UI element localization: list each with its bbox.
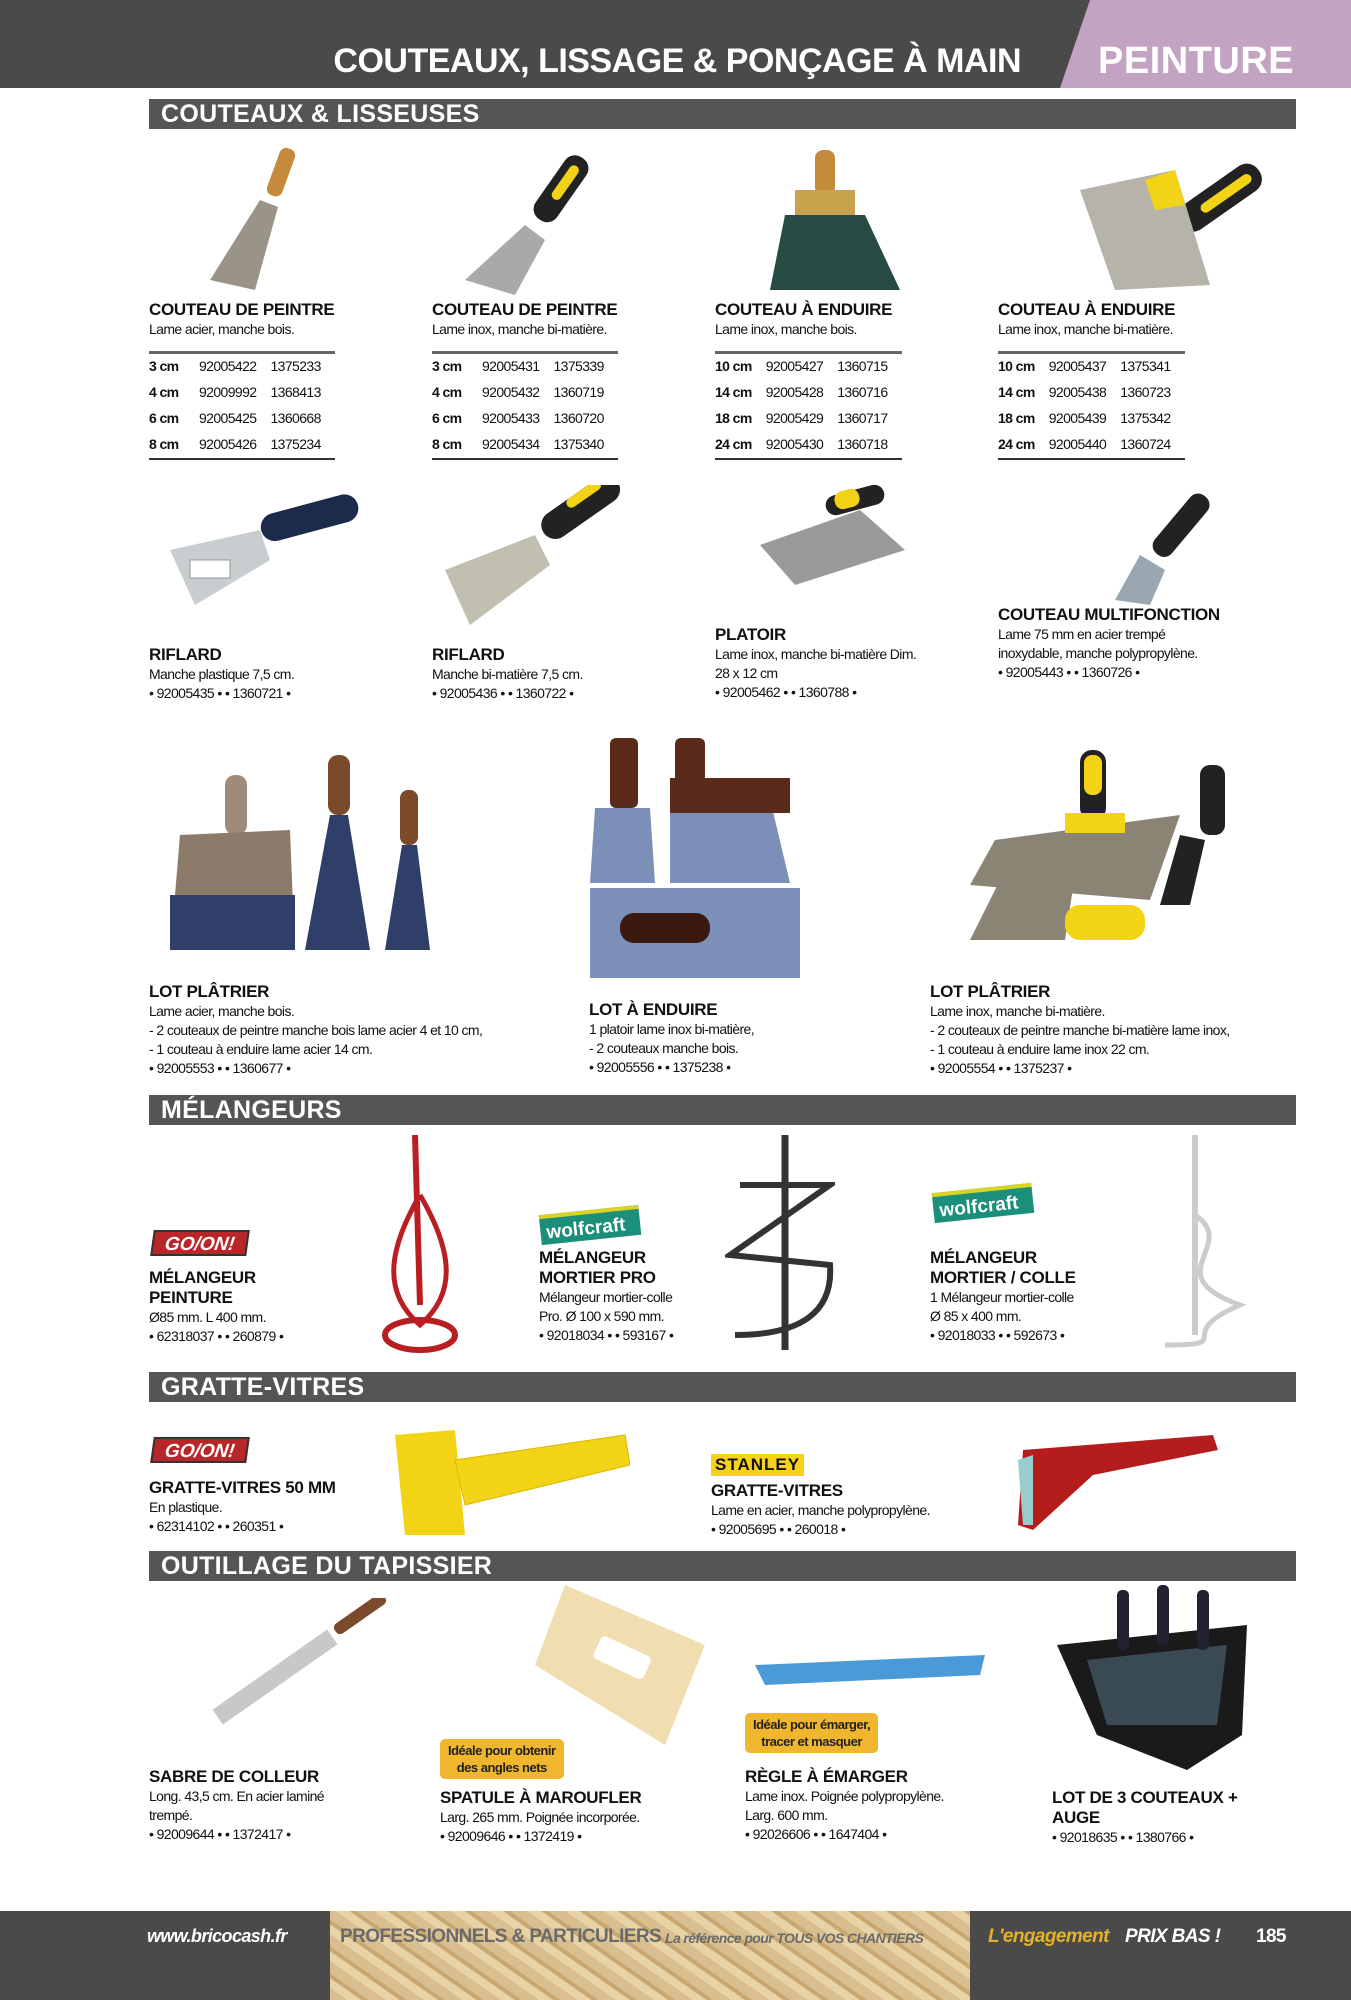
product-melangeur-mortier-colle xyxy=(930,1248,1110,1345)
product-codes: • 92018034 • • 593167 • xyxy=(539,1327,674,1343)
product-codes: • 62318037 • • 260879 • xyxy=(149,1328,284,1344)
table-cell: 14 cm xyxy=(715,384,752,400)
section-tapissier: OUTILLAGE DU TAPISSIER xyxy=(149,1551,1296,1581)
product-gratte-vitres-stanley xyxy=(711,1481,930,1539)
product-title: LOT DE 3 COUTEAUX + AUGE xyxy=(1052,1788,1238,1827)
table-cell: 8 cm xyxy=(149,436,179,452)
product-description: trempé. xyxy=(149,1807,193,1823)
table-cell: 92005434 xyxy=(482,436,540,452)
product-couteau-peintre-acier xyxy=(149,300,335,460)
product-codes: • 92005462 • • 1360788 • xyxy=(715,684,857,700)
product-title: COUTEAU MULTIFONCTION xyxy=(998,605,1220,624)
badge-line: Idéale pour obtenir xyxy=(448,1743,556,1758)
riflard-plastic-image xyxy=(165,490,365,610)
product-title: RIFLARD xyxy=(432,645,505,664)
table-row xyxy=(149,406,335,432)
table-cell: 1360724 xyxy=(1120,436,1171,452)
emarger-ruler-image xyxy=(755,1650,985,1690)
table-cell: 92005430 xyxy=(765,436,824,452)
table-cell: 92005439 xyxy=(1048,410,1107,426)
badge-line: tracer et masquer xyxy=(761,1734,862,1749)
table-cell: 4 cm xyxy=(432,384,462,400)
table-cell: 1375342 xyxy=(1120,410,1171,426)
paint-mixer-image xyxy=(375,1135,465,1355)
product-title: MÉLANGEUR MORTIER PRO xyxy=(539,1248,656,1287)
product-gratte-vitres-50 xyxy=(149,1478,336,1536)
product-codes: • 92005435 • • 1360721 • xyxy=(149,685,291,701)
table-cell: 1360719 xyxy=(553,384,604,400)
table-cell: 92005429 xyxy=(765,410,824,426)
table-row xyxy=(998,406,1185,432)
footer-url[interactable]: www.bricocash.fr xyxy=(147,1926,287,1946)
product-description: - 2 couteaux de peintre manche bois lame acier 4 et 10 cm, xyxy=(149,1022,483,1038)
product-lot-3-couteaux-auge xyxy=(1052,1788,1282,1847)
knives-and-trough-image xyxy=(1057,1585,1257,1775)
table-cell: 1360715 xyxy=(837,358,888,374)
table-row xyxy=(432,432,618,459)
product-description: Manche bi-matière 7,5 cm. xyxy=(432,666,583,682)
product-regle-emarger xyxy=(745,1767,944,1844)
product-description: - 1 couteau à enduire lame acier 14 cm. xyxy=(149,1041,373,1057)
page-number: 185 xyxy=(1256,1926,1286,1947)
section-gratte-vitres: GRATTE-VITRES xyxy=(149,1372,1296,1402)
product-description: - 2 couteaux de peintre manche bi-matière lame inox, xyxy=(930,1022,1230,1038)
table-row xyxy=(715,432,902,459)
reference-table xyxy=(149,351,335,460)
table-cell: 92005432 xyxy=(482,384,540,400)
table-cell: 92005422 xyxy=(199,358,257,374)
product-codes: • 92005556 • • 1375238 • xyxy=(589,1059,731,1075)
mortar-mixer-glue-image xyxy=(1150,1135,1250,1355)
product-title: GRATTE-VITRES 50 MM xyxy=(149,1478,336,1497)
goon-logo: GO/ON! xyxy=(150,1230,250,1256)
product-description: Lame inox. Poignée polypropylène. xyxy=(745,1788,944,1804)
product-description: Mélangeur mortier-colle xyxy=(539,1289,673,1305)
product-codes: • 92005436 • • 1360722 • xyxy=(432,685,574,701)
product-description: Lame en acier, manche polypropylène. xyxy=(711,1502,930,1518)
table-cell: 1368413 xyxy=(270,384,321,400)
table-row xyxy=(149,432,335,459)
lot-enduire-image xyxy=(590,733,820,983)
painter-knife-bimaterial-image xyxy=(460,145,610,295)
product-description: Larg. 600 mm. xyxy=(745,1807,828,1823)
multifunction-knife-image xyxy=(1110,485,1240,615)
product-description: Long. 43,5 cm. En acier laminé xyxy=(149,1788,324,1804)
product-title: LOT À ENDUIRE xyxy=(589,1000,718,1019)
product-codes: • 92005695 • • 260018 • xyxy=(711,1521,846,1537)
table-row xyxy=(432,406,618,432)
product-codes: • 92018635 • • 1380766 • xyxy=(1052,1829,1194,1845)
table-row xyxy=(715,380,902,406)
mortar-mixer-pro-image xyxy=(725,1135,835,1355)
product-spatule-maroufler xyxy=(440,1788,641,1846)
product-title: GRATTE-VITRES xyxy=(711,1481,843,1500)
product-codes: • 92018033 • • 592673 • xyxy=(930,1327,1065,1343)
table-cell: 1360717 xyxy=(837,410,888,426)
section-melangeurs: MÉLANGEURS xyxy=(149,1095,1296,1125)
product-description: Lame inox, manche bi-matière. xyxy=(930,1003,1105,1019)
product-description: Larg. 265 mm. Poignée incorporée. xyxy=(440,1809,640,1825)
table-cell: 18 cm xyxy=(715,410,752,426)
product-couteau-enduire-bimatiere xyxy=(998,300,1185,460)
table-cell: 1360723 xyxy=(1120,384,1171,400)
table-cell: 8 cm xyxy=(432,436,462,452)
table-cell: 18 cm xyxy=(998,410,1035,426)
product-codes: • 92005443 • • 1360726 • xyxy=(998,664,1140,680)
table-cell: 92005438 xyxy=(1048,384,1107,400)
table-cell: 6 cm xyxy=(432,410,462,426)
table-cell: 92005425 xyxy=(199,410,257,426)
table-cell: 24 cm xyxy=(998,436,1035,452)
category-label: PEINTURE xyxy=(1098,40,1295,82)
product-lot-platrier-inox xyxy=(930,982,1230,1078)
table-cell: 24 cm xyxy=(715,436,752,452)
product-description: 28 x 12 cm xyxy=(715,665,778,681)
stanley-logo: STANLEY xyxy=(711,1454,804,1476)
product-codes: • 92026606 • • 1647404 • xyxy=(745,1826,887,1842)
product-description: En plastique. xyxy=(149,1499,223,1515)
goon-logo: GO/ON! xyxy=(150,1437,250,1463)
table-row xyxy=(432,380,618,406)
product-codes: • 92009646 • • 1372419 • xyxy=(440,1828,582,1844)
filling-knife-wood-image xyxy=(765,145,905,295)
badge-line: Idéale pour émarger, xyxy=(753,1717,871,1732)
product-title: LOT PLÂTRIER xyxy=(930,982,1051,1001)
lot-platrier-bimaterial-image xyxy=(965,745,1240,960)
stanley-window-scraper-image xyxy=(1013,1430,1223,1535)
product-melangeur-peinture xyxy=(149,1268,299,1346)
product-title: COUTEAU À ENDUIRE xyxy=(998,300,1176,319)
riflard-bimaterial-image xyxy=(440,485,625,630)
product-riflard-plastique xyxy=(149,645,294,703)
table-row xyxy=(149,380,335,406)
product-title: RÈGLE À ÉMARGER xyxy=(745,1767,908,1786)
product-codes: • 92009644 • • 1372417 • xyxy=(149,1826,291,1842)
product-title: MÉLANGEUR PEINTURE xyxy=(149,1268,256,1307)
table-row xyxy=(715,353,902,381)
product-title: COUTEAU DE PEINTRE xyxy=(149,300,335,319)
product-description: Lame inox, manche bi-matière. xyxy=(432,321,607,337)
table-row xyxy=(149,353,335,381)
product-title: LOT PLÂTRIER xyxy=(149,982,270,1001)
table-cell: 4 cm xyxy=(149,384,179,400)
footer-slogan: PROFESSIONNELS & PARTICULIERS xyxy=(340,1926,662,1947)
reference-table xyxy=(715,351,902,460)
feature-badge xyxy=(745,1713,878,1753)
product-codes: • 92005553 • • 1360677 • xyxy=(149,1060,291,1076)
badge-line: des angles nets xyxy=(456,1760,547,1775)
product-description: Manche plastique 7,5 cm. xyxy=(149,666,295,682)
product-couteau-peintre-inox xyxy=(432,300,618,460)
product-platoir xyxy=(715,625,916,702)
product-description: 1 Mélangeur mortier-colle xyxy=(930,1289,1074,1305)
table-cell: 92005428 xyxy=(765,384,824,400)
product-couteau-multifonction xyxy=(998,605,1228,682)
product-description: Lame 75 mm en acier trempé xyxy=(998,626,1166,642)
feature-badge xyxy=(440,1739,564,1779)
marouflage-spatula-image xyxy=(535,1585,705,1745)
table-cell: 92005427 xyxy=(765,358,824,374)
page-title: COUTEAUX, LISSAGE & PONÇAGE À MAIN xyxy=(333,42,1021,80)
lot-platrier-wood-image xyxy=(165,735,440,950)
wolfcraft-logo: wolfcraft xyxy=(539,1205,642,1245)
product-title: MÉLANGEUR MORTIER / COLLE xyxy=(930,1248,1076,1287)
table-cell: 92005433 xyxy=(482,410,540,426)
table-cell: 92005426 xyxy=(199,436,257,452)
reference-table xyxy=(998,351,1185,460)
footer-wood-banner xyxy=(330,1911,970,2000)
product-couteau-enduire-bois xyxy=(715,300,902,460)
table-row xyxy=(998,353,1185,381)
product-lot-platrier-bois xyxy=(149,982,482,1078)
product-sabre-colleur xyxy=(149,1767,379,1844)
table-cell: 6 cm xyxy=(149,410,179,426)
table-cell: 1375233 xyxy=(270,358,321,374)
table-cell: 92005437 xyxy=(1048,358,1107,374)
footer-engagement: L'engagement xyxy=(988,1926,1109,1947)
product-lot-enduire xyxy=(589,1000,754,1077)
product-description: Ø 85 x 400 mm. xyxy=(930,1308,1022,1324)
product-codes: • 92005554 • • 1375237 • xyxy=(930,1060,1072,1076)
plastic-window-scraper-image xyxy=(395,1425,630,1540)
table-cell: 92005431 xyxy=(482,358,540,374)
product-description: inoxydable, manche polypropylène. xyxy=(998,645,1198,661)
table-cell: 10 cm xyxy=(998,358,1035,374)
footer-prix-bas: PRIX BAS ! xyxy=(1125,1926,1221,1947)
product-description: Ø85 mm. L 400 mm. xyxy=(149,1309,266,1325)
platoir-image xyxy=(755,480,905,590)
reference-table xyxy=(432,351,618,460)
product-description: Lame inox, manche bois. xyxy=(715,321,857,337)
product-description: - 1 couteau à enduire lame inox 22 cm. xyxy=(930,1041,1150,1057)
product-title: SPATULE À MAROUFLER xyxy=(440,1788,642,1807)
table-cell: 92009992 xyxy=(199,384,257,400)
product-title: COUTEAU DE PEINTRE xyxy=(432,300,618,319)
section-couteaux: COUTEAUX & LISSEUSES xyxy=(149,99,1296,129)
table-row xyxy=(432,353,618,381)
table-row xyxy=(998,432,1185,459)
product-codes: • 62314102 • • 260351 • xyxy=(149,1518,284,1534)
product-description: - 2 couteaux manche bois. xyxy=(589,1040,739,1056)
painter-knife-wood-image xyxy=(200,145,310,295)
product-title: PLATOIR xyxy=(715,625,786,644)
product-description: Lame acier, manche bois. xyxy=(149,321,295,337)
table-cell: 10 cm xyxy=(715,358,752,374)
product-title: COUTEAU À ENDUIRE xyxy=(715,300,893,319)
product-description: Lame inox, manche bi-matière. xyxy=(998,321,1173,337)
wolfcraft-logo: wolfcraft xyxy=(932,1183,1035,1223)
filling-knife-bimaterial-image xyxy=(1075,145,1275,295)
table-cell: 92005440 xyxy=(1048,436,1107,452)
table-row xyxy=(998,380,1185,406)
footer-tagline: La référence pour TOUS VOS CHANTIERS xyxy=(665,1930,924,1946)
product-description: Lame inox, manche bi-matière Dim. xyxy=(715,646,917,662)
product-title: SABRE DE COLLEUR xyxy=(149,1767,319,1786)
table-cell: 1360720 xyxy=(553,410,604,426)
table-cell: 1360718 xyxy=(837,436,888,452)
table-cell: 1375339 xyxy=(553,358,604,374)
product-title: RIFLARD xyxy=(149,645,222,664)
table-row xyxy=(715,406,902,432)
table-cell: 1360716 xyxy=(837,384,888,400)
colleur-saber-image xyxy=(190,1598,395,1748)
product-description: 1 platoir lame inox bi-matière, xyxy=(589,1021,755,1037)
product-riflard-bimatiere xyxy=(432,645,583,703)
table-cell: 1375340 xyxy=(553,436,604,452)
product-melangeur-mortier-pro xyxy=(539,1248,719,1345)
table-cell: 3 cm xyxy=(149,358,179,374)
table-cell: 1375341 xyxy=(1120,358,1171,374)
table-cell: 14 cm xyxy=(998,384,1035,400)
table-cell: 3 cm xyxy=(432,358,462,374)
table-cell: 1375234 xyxy=(270,436,321,452)
table-cell: 1360668 xyxy=(270,410,321,426)
product-description: Lame acier, manche bois. xyxy=(149,1003,295,1019)
product-description: Pro. Ø 100 x 590 mm. xyxy=(539,1308,664,1324)
